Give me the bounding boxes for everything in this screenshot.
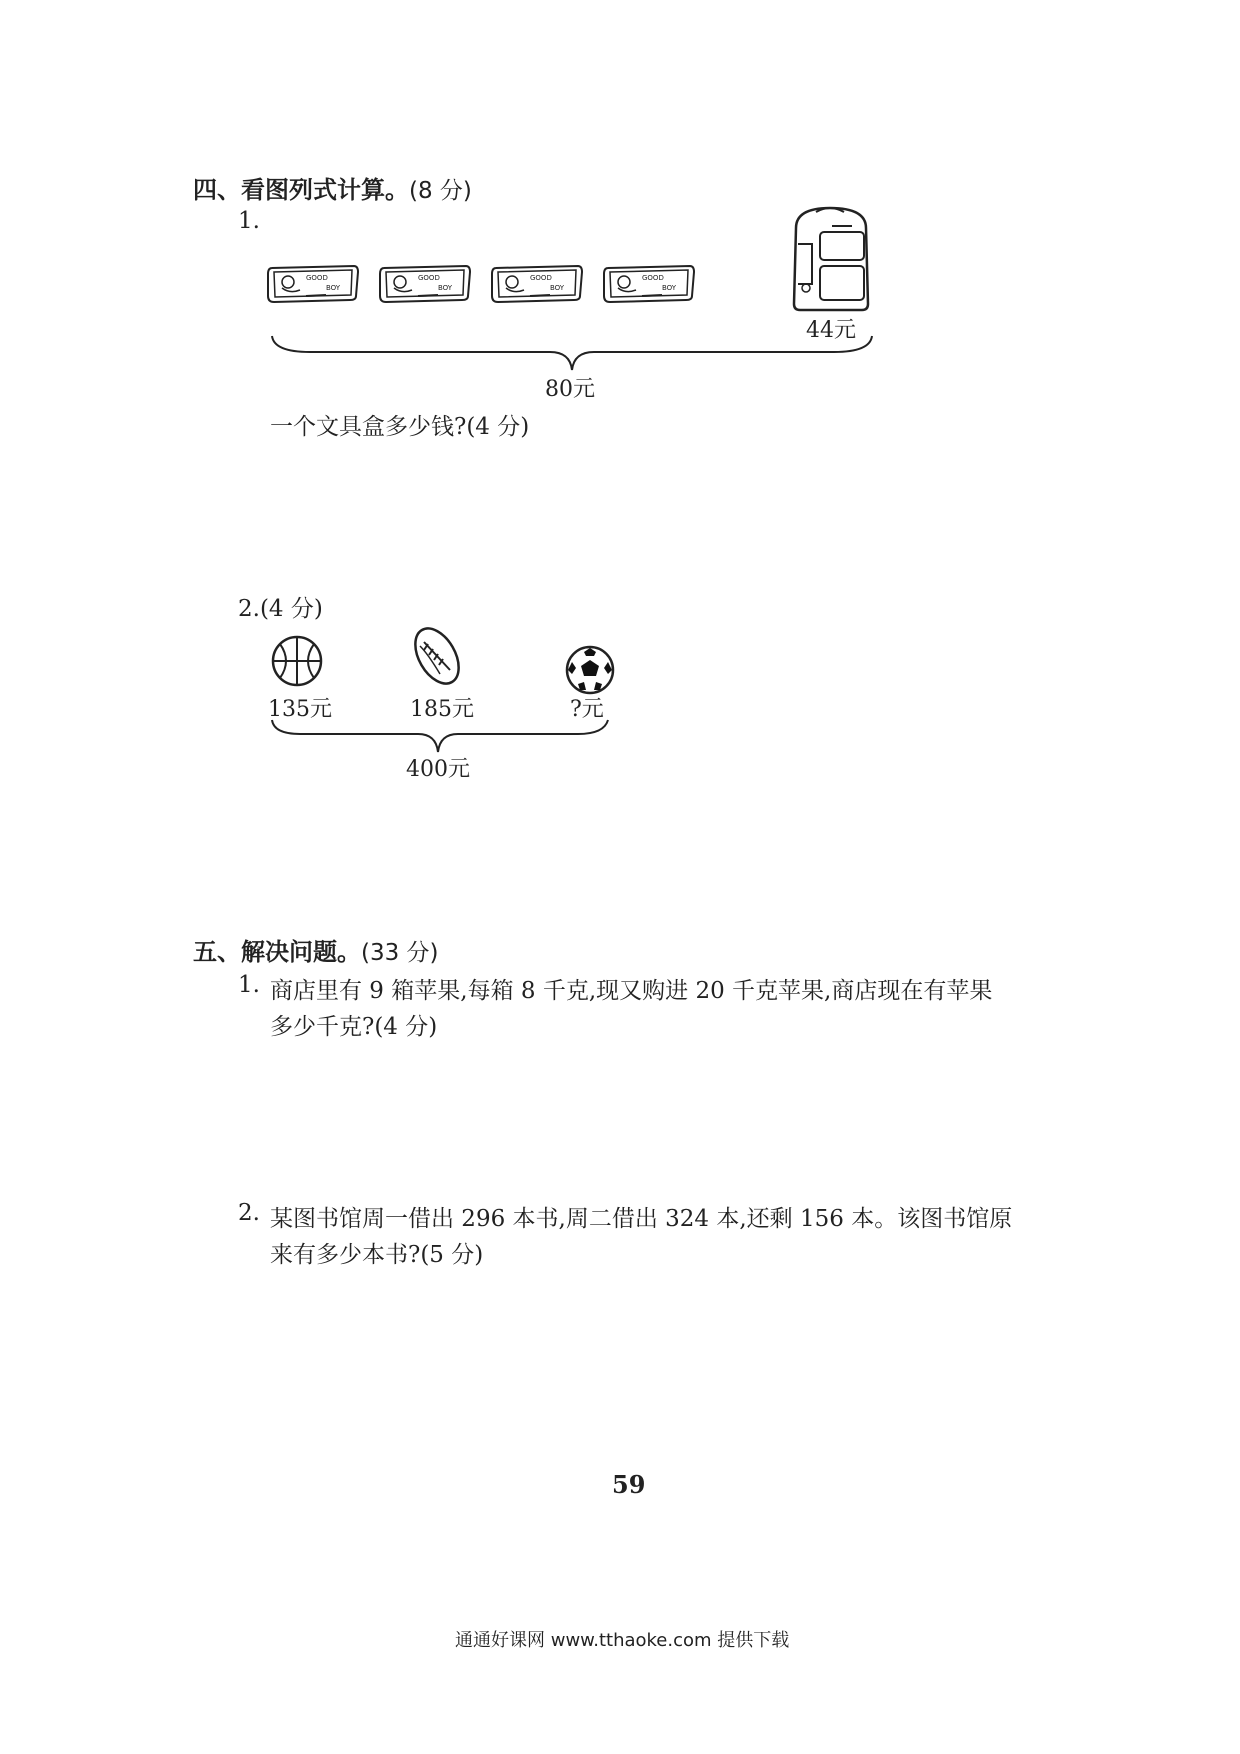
section-4-title: 四、看图列式计算。 (193, 176, 409, 204)
page-number: 59 (612, 1470, 646, 1499)
backpack-price: 44元 (806, 318, 856, 343)
pencil-box-icon (378, 262, 472, 304)
section-4-heading (193, 170, 472, 205)
question-5-2-line-2: 来有多少本书?(5 分) (270, 1242, 484, 1268)
section-5-score: (33 分) (361, 940, 439, 966)
svg-text:BOY: BOY (438, 284, 453, 292)
section-4-score: (8 分) (409, 178, 472, 204)
svg-text:BOY: BOY (662, 284, 677, 292)
total-price-2: 400元 (406, 757, 470, 782)
pencil-box-icon (602, 262, 696, 304)
svg-text:GOOD: GOOD (530, 274, 552, 282)
football-price: 185元 (410, 697, 474, 722)
pencil-box-icon (266, 262, 360, 304)
svg-text:BOY: BOY (550, 284, 565, 292)
football-icon (408, 624, 466, 688)
question-5-2-number: 2. (238, 1200, 260, 1226)
svg-text:BOY: BOY (326, 284, 341, 292)
question-4-2-number: 2.(4 分) (238, 596, 323, 622)
question-5-1-number: 1. (238, 972, 260, 998)
question-5-1-line-2: 多少千克?(4 分) (270, 1014, 438, 1040)
total-brace (270, 334, 874, 374)
svg-text:GOOD: GOOD (306, 274, 328, 282)
soccer-ball-price: ?元 (570, 697, 604, 722)
section-5-heading (193, 932, 439, 967)
question-4-1-text: 一个文具盒多少钱?(4 分) (270, 414, 530, 440)
question-4-1-number: 1. (238, 208, 260, 234)
total-price: 80元 (545, 377, 595, 402)
basketball-icon (270, 634, 324, 688)
svg-text:GOOD: GOOD (642, 274, 664, 282)
pencil-box-icon (490, 262, 584, 304)
backpack-icon (782, 204, 880, 314)
basketball-price: 135元 (268, 697, 332, 722)
question-5-2-line-1: 某图书馆周一借出 296 本书,周二借出 324 本,还剩 156 本。该图书馆原 (270, 1206, 1013, 1232)
soccer-ball-icon (564, 644, 616, 696)
section-5-title: 五、解决问题。 (193, 938, 361, 966)
footer-text: 通通好课网 www.tthaoke.com 提供下载 (455, 1630, 790, 1651)
svg-text:GOOD: GOOD (418, 274, 440, 282)
question-5-1-line-1: 商店里有 9 箱苹果,每箱 8 千克,现又购进 20 千克苹果,商店现在有苹果 (270, 978, 993, 1004)
